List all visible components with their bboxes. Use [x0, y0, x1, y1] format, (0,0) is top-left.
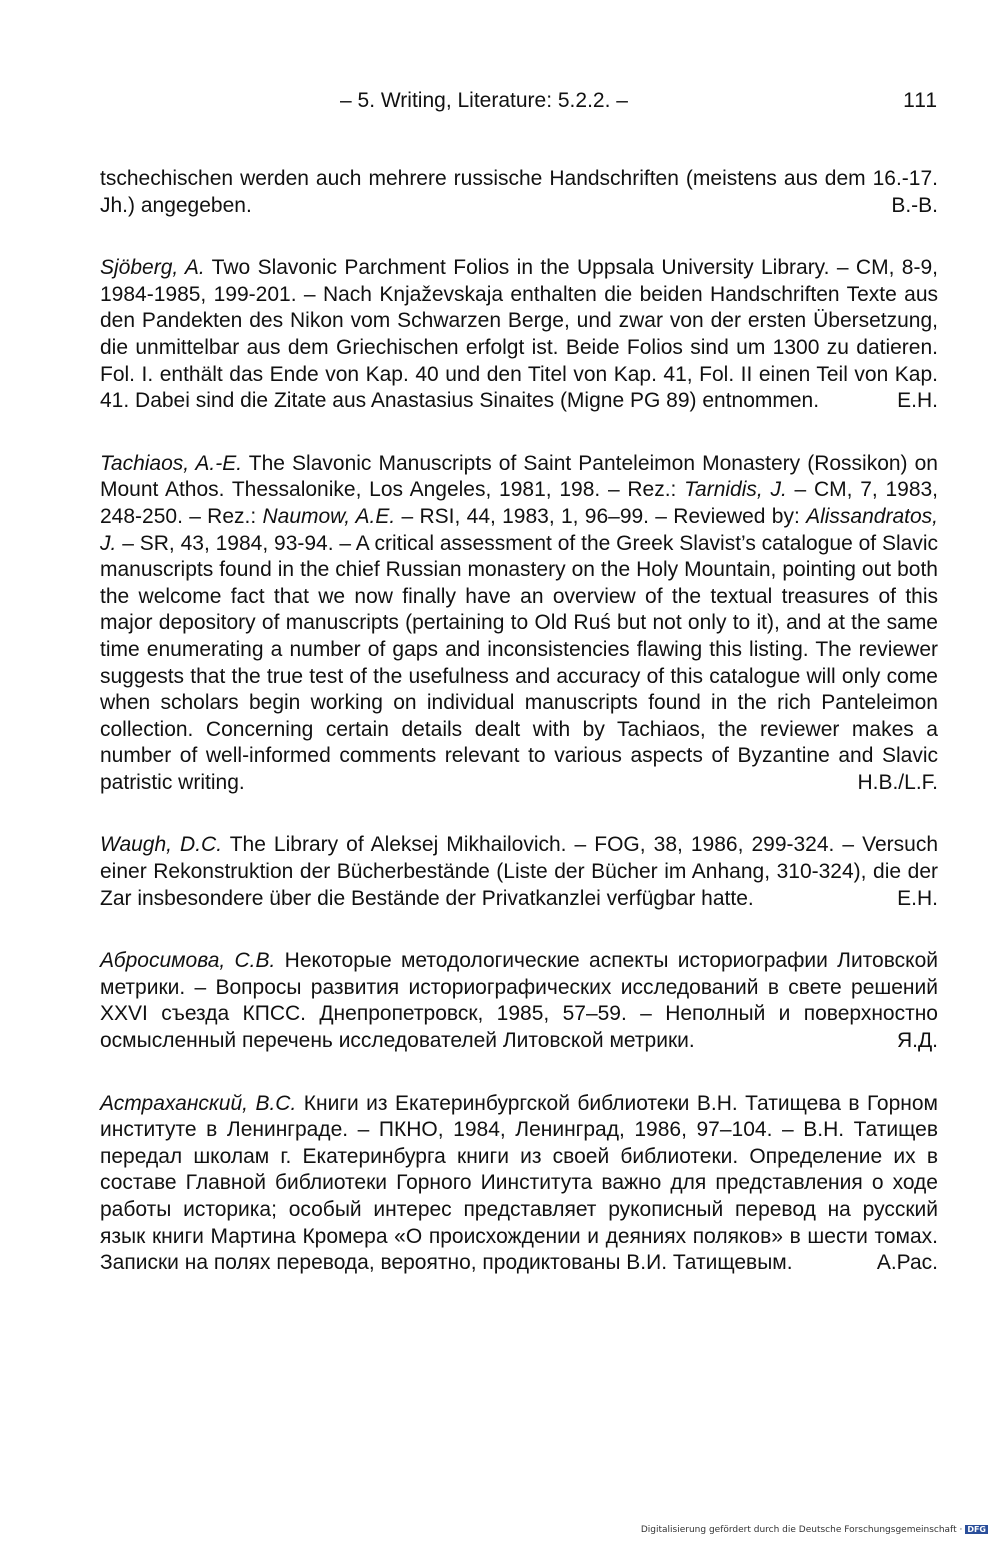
footer-text: Digitalisierung gefördert durch die Deutsche Forschungsgemeinschaft · — [640, 1525, 963, 1535]
reviewer-signature: Я.Д. — [896, 1029, 938, 1053]
page-header — [100, 84, 938, 118]
reviewer-signature: E.H. — [897, 886, 938, 910]
entry-text: – RSI, 44, 1983, 1, 96–99. – Reviewed by: — [395, 504, 807, 528]
review-author: Alissandratos, J. — [100, 504, 938, 555]
entry-text: The Library of Aleksej Mikhailovich. – FOG, 38, 1986, 299-324. – Versuch einer Rekonstruktion der Bücherbestände (Liste der Bücher im Anhang, 310-324), die der Zar insbesondere über die Bestände der Privatkanzlei verfügbar hatte. — [100, 833, 939, 910]
entry-text: The Slavonic Manuscripts of Saint Panteleimon Monastery (Rossikon) on Mount Athos. Thessalonike, Los Angeles, 1981, 198. – Rez.: — [100, 451, 938, 502]
reviewer-signature: B.-B. — [891, 193, 938, 217]
review-author: Tarnidis, J. — [684, 478, 787, 502]
reviewer-signature: А.Рас. — [876, 1251, 938, 1275]
review-author: Naumow, A.E. — [262, 504, 396, 528]
entry-text: Некоторые методологические аспекты историографии Литовской метрики. – Вопросы развития историографических исследований в свете решений XXVI съезда КПСС. Днепропетровск, 1985, 57–59. – Неполный и поверхностно осмысленный перечень исследователей Литовской метрики. — [100, 949, 938, 1053]
entry-abrosimova — [100, 948, 938, 1054]
entry-author: Waugh, D.C. — [100, 833, 223, 857]
entry-text: Two Slavonic Parchment Folios in the Uppsala University Library. – CM, 8-9, 1984-1985, 199-201. – Nach Knjaževskaja enthalten die beiden Handschriften Texte aus den Pandekten des Nikon vom Schwarzen Berge, und zwar von der ersten Übersetzung, die unmittelbar aus dem Griechischen erfolgt ist. Beide Folios sind um 1300 zu datieren. Fol. I. enthält das Ende von Kap. 40 und den Titel von Kap. 41, Fol. II einen Teil von Kap. 41. Dabei sind die Zitate aus Anastasius Sinaites (Migne PG 89) entnommen. — [100, 256, 938, 413]
reviewer-signature: E.H. — [897, 389, 938, 413]
entry-author: Sjöberg, A. — [100, 256, 205, 280]
digitization-footer — [641, 1525, 988, 1535]
entry-sjoberg — [100, 255, 938, 415]
dfg-logo: DFG — [967, 1525, 986, 1534]
entry-author: Абросимова, С.В. — [100, 949, 276, 973]
entry-waugh — [100, 832, 938, 912]
entry-author: Астраханский, В.С. — [100, 1091, 297, 1115]
page-body — [100, 166, 938, 1313]
entry-text: Книги из Екатеринбургской библиотеки В.Н. Татищева в Горном институте в Ленинграде. – ПКНО, 1984, Ленинград, 1986, 97–104. – В.Н. Татищев передал школам г. Екатеринбурга книги из своей библиотеки. Определение их в составе Главной библиотеки Горного Иинститута важно для представления о ходе работы историка; особый интерес представляет рукописный перевод на русский язык книги Мартина Кромера «О происхождении и деяниях поляков» в шести томах. Записки на полях перевода, вероятно, продиктованы В.И. Татищевым. — [100, 1091, 938, 1275]
reviewer-signature: H.B./L.F. — [857, 770, 938, 794]
entry-tachiaos — [100, 451, 938, 797]
page-number: 111 — [903, 89, 938, 112]
entry-text: – SR, 43, 1984, 93-94. – A critical assessment of the Greek Slavist’s catalogue of Slavic manuscripts found in the chief Russian monastery on the Holy Mountain, pointing out both the welcome fact that we now finally have an overview of the textual treasures of this major depository of manuscripts (pertaining to Old Ruś but not only to it), and at the same time enumerating a number of gaps and inconsistencies flawing this listing. The reviewer suggests that the true test of the usefulness and accuracy of this catalogue will only come when scholars begin working on individual manuscripts found in the rich Panteleimon collection. Concerning certain details dealt with by Tachiaos, the reviewer makes a number of well-informed comments relevant to various aspects of Byzantine and Slavic patristic writing. — [100, 531, 938, 794]
running-title: – 5. Writing, Literature: 5.2.2. – — [340, 89, 628, 112]
entry-text: – CM, 7, 1983, 248-250. – Rez.: — [100, 478, 939, 528]
entry-text: tschechischen werden auch mehrere russische Handschriften (meistens aus dem 16.-17. Jh.) angegeben. — [100, 167, 938, 217]
entry-author: Tachiaos, A.-E. — [100, 451, 243, 475]
entry-astrakhansky — [100, 1091, 938, 1277]
entry-continuation — [100, 166, 938, 219]
